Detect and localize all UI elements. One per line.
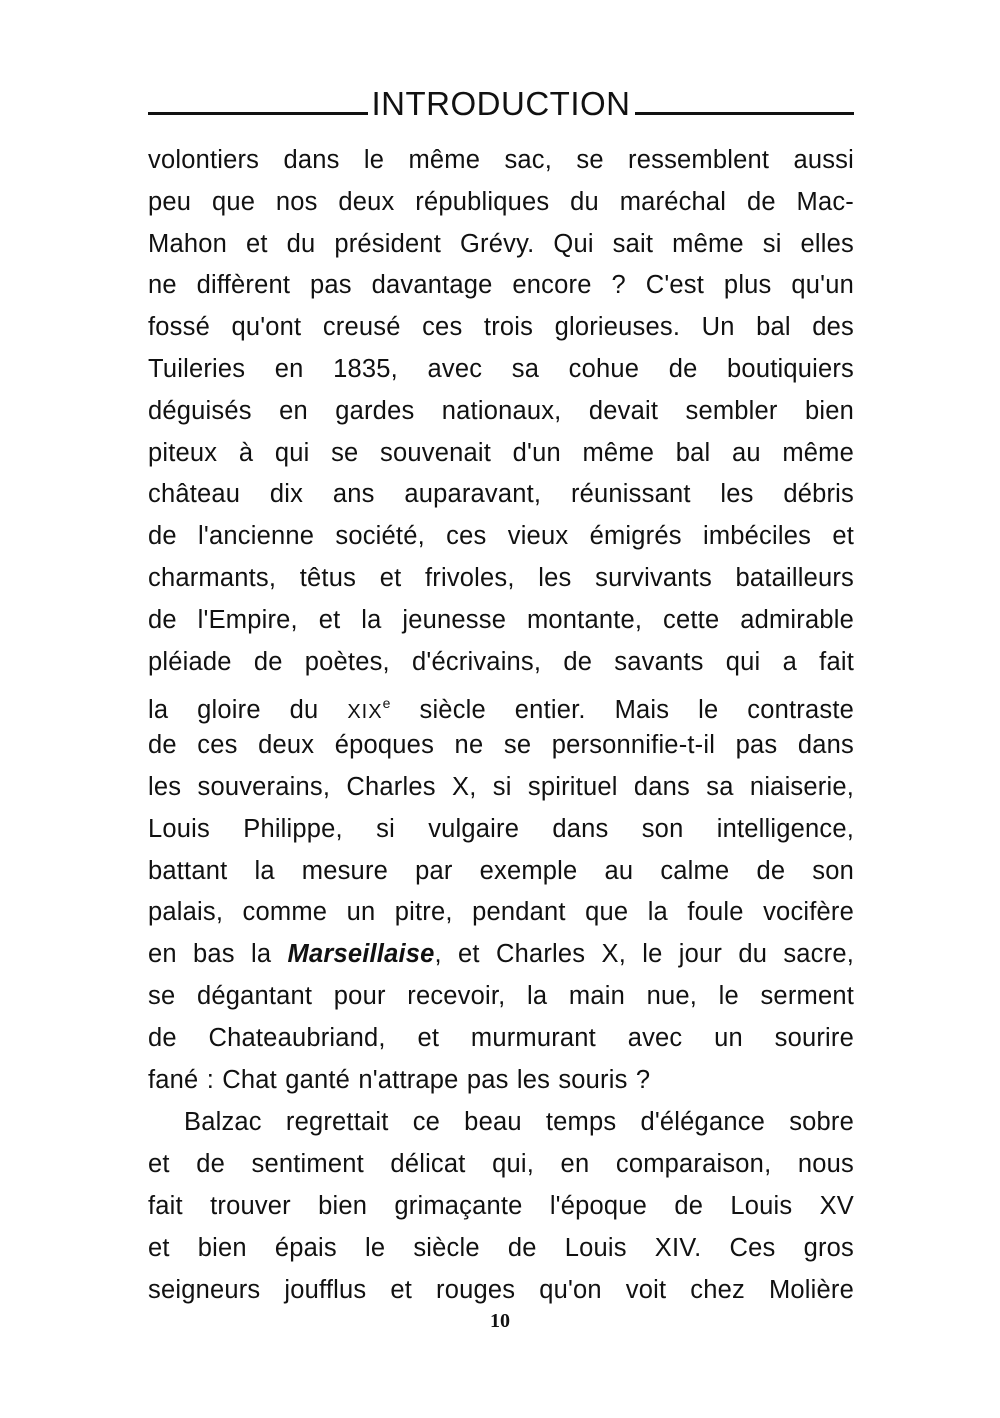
- text-line: déguisés en gardes nationaux, devait sembler bien: [148, 396, 854, 425]
- text-line: battant la mesure par exemple au calme de son: [148, 856, 854, 885]
- text-line: seigneurs joufflus et rouges qu'on voit chez Molière: [148, 1275, 854, 1304]
- text-line-century: [148, 683, 854, 725]
- text-line: fossé qu'ont creusé ces trois glorieuses. Un bal des: [148, 313, 854, 342]
- header-rule-right: [635, 112, 855, 115]
- century-numeral: XIX: [347, 701, 383, 724]
- page-number: 10: [490, 1310, 510, 1332]
- text-line-last: fané : Chat ganté n'attrape pas les souris ?: [148, 1065, 651, 1094]
- text-line: palais, comme un pitre, pendant que la foule vocifère: [148, 898, 854, 927]
- text-line: Louis Philippe, si vulgaire dans son intelligence,: [148, 814, 854, 843]
- text-line: de l'Empire, et la jeunesse montante, cette admirable: [148, 605, 854, 634]
- text-fragment: siècle entier. Mais le contraste: [390, 696, 854, 725]
- page-title: INTRODUCTION: [371, 85, 631, 122]
- text-line: et de sentiment délicat qui, en comparaison, nous: [148, 1150, 854, 1179]
- text-line: les souverains, Charles X, si spirituel dans sa niaiserie,: [148, 772, 854, 801]
- text-line: peu que nos deux républiques du maréchal de Mac-: [148, 187, 854, 216]
- song-title: Marseillaise: [287, 940, 435, 969]
- text-line: se dégantant pour recevoir, la main nue, le serment: [148, 981, 854, 1010]
- text-line: de l'ancienne société, ces vieux émigrés imbéciles et: [148, 522, 854, 551]
- text-line: de Chateaubriand, et murmurant avec un sourire: [148, 1023, 854, 1052]
- text-line: et bien épais le siècle de Louis XIV. Ces gros: [148, 1233, 854, 1262]
- text-line-indented: Balzac regrettait ce beau temps d'élégance sobre: [184, 1108, 854, 1137]
- text-fragment: la gloire du: [148, 696, 348, 725]
- text-line: fait trouver bien grimaçante l'époque de Louis XV: [148, 1191, 854, 1220]
- text-line: pléiade de poètes, d'écrivains, de savants qui a fait: [148, 647, 854, 676]
- text-line: piteux à qui se souvenait d'un même bal au même: [148, 438, 854, 467]
- running-header: [148, 82, 854, 126]
- header-rule-left: [148, 112, 368, 115]
- text-line: château dix ans auparavant, réunissant les débris: [148, 480, 854, 509]
- text-line: Tuileries en 1835, avec sa cohue de boutiquiers: [148, 354, 854, 383]
- text-line: volontiers dans le même sac, se ressemblent aussi: [148, 146, 854, 174]
- text-fragment: en bas la: [148, 940, 288, 969]
- text-line: charmants, têtus et frivoles, les survivants batailleurs: [148, 563, 854, 592]
- century-superscript: e: [382, 695, 391, 712]
- text-line: Mahon et du président Grévy. Qui sait même si elles: [148, 229, 854, 258]
- text-fragment: , et Charles X, le jour du sacre,: [434, 940, 854, 969]
- text-line: ne diffèrent pas davantage encore ? C'est plus qu'un: [148, 271, 854, 300]
- text-line-italic: [148, 934, 854, 976]
- body-text: [148, 140, 854, 1311]
- text-line: de ces deux époques ne se personnifie-t-il pas dans: [148, 731, 854, 760]
